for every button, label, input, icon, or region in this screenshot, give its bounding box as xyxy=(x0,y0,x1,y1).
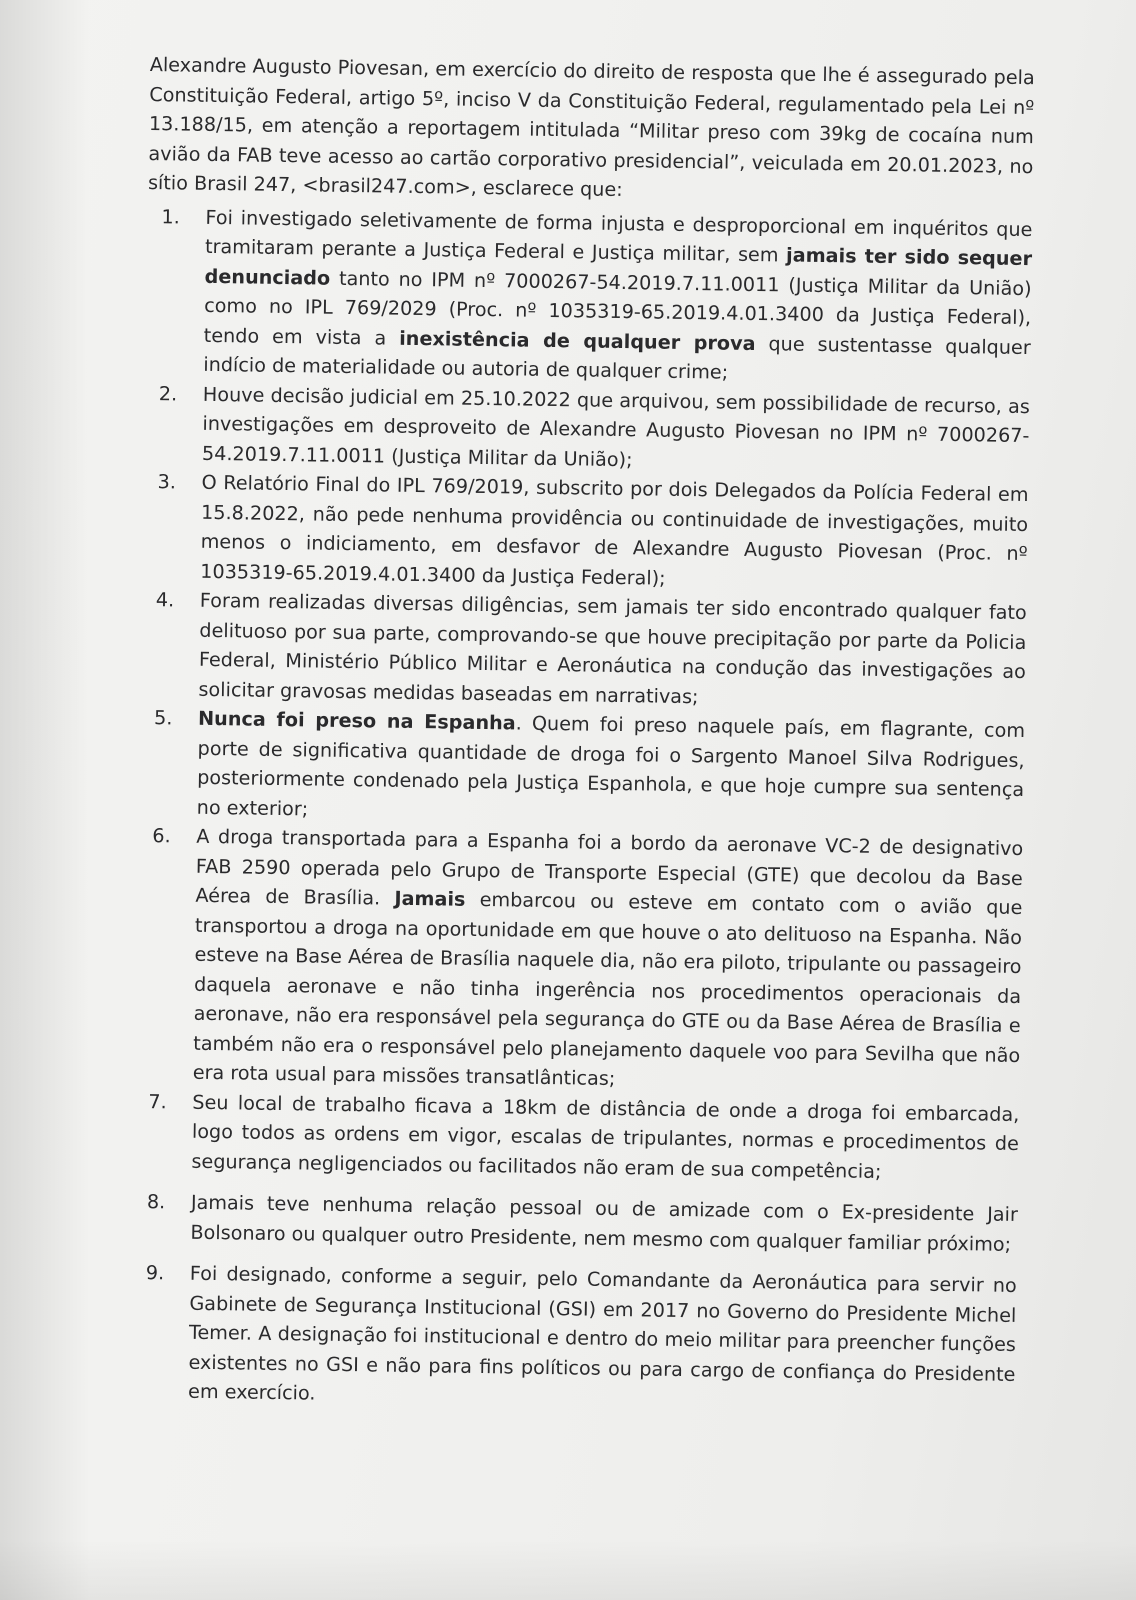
list-item xyxy=(158,379,1030,480)
item-number: 2. xyxy=(158,381,178,405)
item-text: Seu local de trabalho ficava a 18km de distância de onde a droga foi embarcada, logo todos as ordens em vigor, escalas de tripulantes, normas e procedimentos de segurança negligenciados ou facilitados não eram de sua competência; xyxy=(191,1090,1020,1183)
emphasis: Nunca foi preso na Espanha xyxy=(197,706,516,735)
item-number: 7. xyxy=(148,1089,167,1113)
list-item xyxy=(146,1188,1018,1259)
item-text: Nunca foi preso na Espanha. Quem foi preso naquele país, em flagrante, com porte de significativa quantidade de droga foi o Sargento Manoel Silva Rodrigues, posteriormente condenado pela Justiça Espanhola, e que hoje cumpre sua sentença no exterior; xyxy=(196,706,1026,820)
item-number: 1. xyxy=(161,204,181,228)
item-text: Jamais teve nenhuma relação pessoal ou de amizade com o Ex-presidente Jair Bolsonaro ou qualquer outro Presidente, nem mesmo com qualquer familiar próximo; xyxy=(190,1190,1018,1256)
item-number: 5. xyxy=(153,706,173,730)
list-item xyxy=(161,202,1033,391)
clarification-list xyxy=(130,201,1033,1418)
item-number: 8. xyxy=(146,1190,166,1214)
item-text: Foram realizadas diversas diligências, sem jamais ter sido encontrado qualquer fato delituoso por sua parte, comprovando-se que houve precipitação por parte da Policia Federal, Ministério Público Militar e Aeronáutica na condução das investigações ao solicitar gravosas medidas baseadas em narrativas; xyxy=(198,588,1027,708)
item-number: 4. xyxy=(155,588,175,612)
emphasis: Jamais xyxy=(394,886,466,911)
item-text: O Relatório Final do IPL 769/2019, subscrito por dois Delegados da Polícia Federal em 15.8.2022, não pede nenhuma providência ou continuidade de investigações, muito menos o indiciamento, em desfavor de Alexandre Augusto Piovesan (Proc. nº 1035319-65.2019.4.01.3400 da Justiça Federal); xyxy=(200,470,1029,590)
page-shadow xyxy=(0,0,90,1600)
item-text: Foi investigado seletivamente de forma injusta e desproporcional em inquéritos que tramitaram perante a Justiça Federal e Justiça militar, sem jamais ter sido sequer denunciado tanto no IPM nº 7000267-54.2019.7.11.0011 (Justiça Militar da União) como no IPL 769/2029 (Proc. nº 1035319-65.2019.4.01.3400 da Justiça Federal), tendo em vista a inexistência de qualquer prova que sustentasse qualquer indício de materialidade ou autoria de qualquer crime; xyxy=(203,205,1033,384)
list-item xyxy=(145,1259,1017,1419)
item-number: 9. xyxy=(145,1261,165,1285)
emphasis: inexistência de qualquer prova xyxy=(399,326,756,355)
item-text: A droga transportada para a Espanha foi a bordo da aeronave VC-2 de designativo FAB 2590 operada pelo Grupo de Transporte Especial (GTE) que decolou da Base Aérea de Brasília. Jamais embarcou ou esteve em contato com o avião que transportou a droga na oportunidade em que houve o ato delituoso na Espanha. Não esteve na Base Aérea de Brasília naquele dia, não era piloto, tripulante ou passageiro daquela aeronave e não tinha ingerência nos procedimentos operacionais da aeronave, não era responsável pela segurança do GTE ou da Base Aérea de Brasília e também não era o responsável pelo planejamento daquele voo para Sevilha que não era rota usual para missões transatlânticas; xyxy=(192,824,1024,1091)
item-text: Foi designado, conforme a seguir, pelo Comandante da Aeronáutica para servir no Gabinete de Segurança Institucional (GSI) em 2017 no Governo do Presidente Michel Temer. A designação foi institucional e dentro do meio militar para preencher funções existentes no GSI e não para fins políticos ou para cargo de confiança do Presidente em exercício. xyxy=(187,1261,1017,1405)
item-text: Houve decisão judicial em 25.10.2022 que arquivou, sem possibilidade de recurso, as investigações em desproveito de Alexandre Augusto Piovesan no IPM nº 7000267-54.2019.7.11.0011 (Justiça Militar da União); xyxy=(201,382,1030,471)
list-item xyxy=(148,1087,1020,1188)
item-number: 6. xyxy=(152,824,171,848)
document-body xyxy=(130,50,1035,1418)
item-number: 3. xyxy=(157,470,177,494)
list-item xyxy=(155,586,1027,716)
list-item xyxy=(153,704,1026,834)
intro-paragraph: Alexandre Augusto Piovesan, em exercício do direito de resposta que lhe é assegurado pela Constituição Federal, artigo 5º, inciso V da Constituição Federal, regulamentado pela Lei nº 13.188/15, em atenção a reportagem intitulada “Militar preso com 39kg de cocaína num avião da FAB teve acesso ao cartão corporativo presidencial”, veiculada em 20.01.2023, no sítio Brasil 247, <brasil247.com>, esclarece que: xyxy=(147,52,1035,202)
emphasis: jamais ter sido sequer denunciado xyxy=(204,243,1033,290)
list-item xyxy=(152,822,1024,1100)
page-shadow-bottom xyxy=(0,1540,1136,1600)
list-item xyxy=(157,468,1029,598)
